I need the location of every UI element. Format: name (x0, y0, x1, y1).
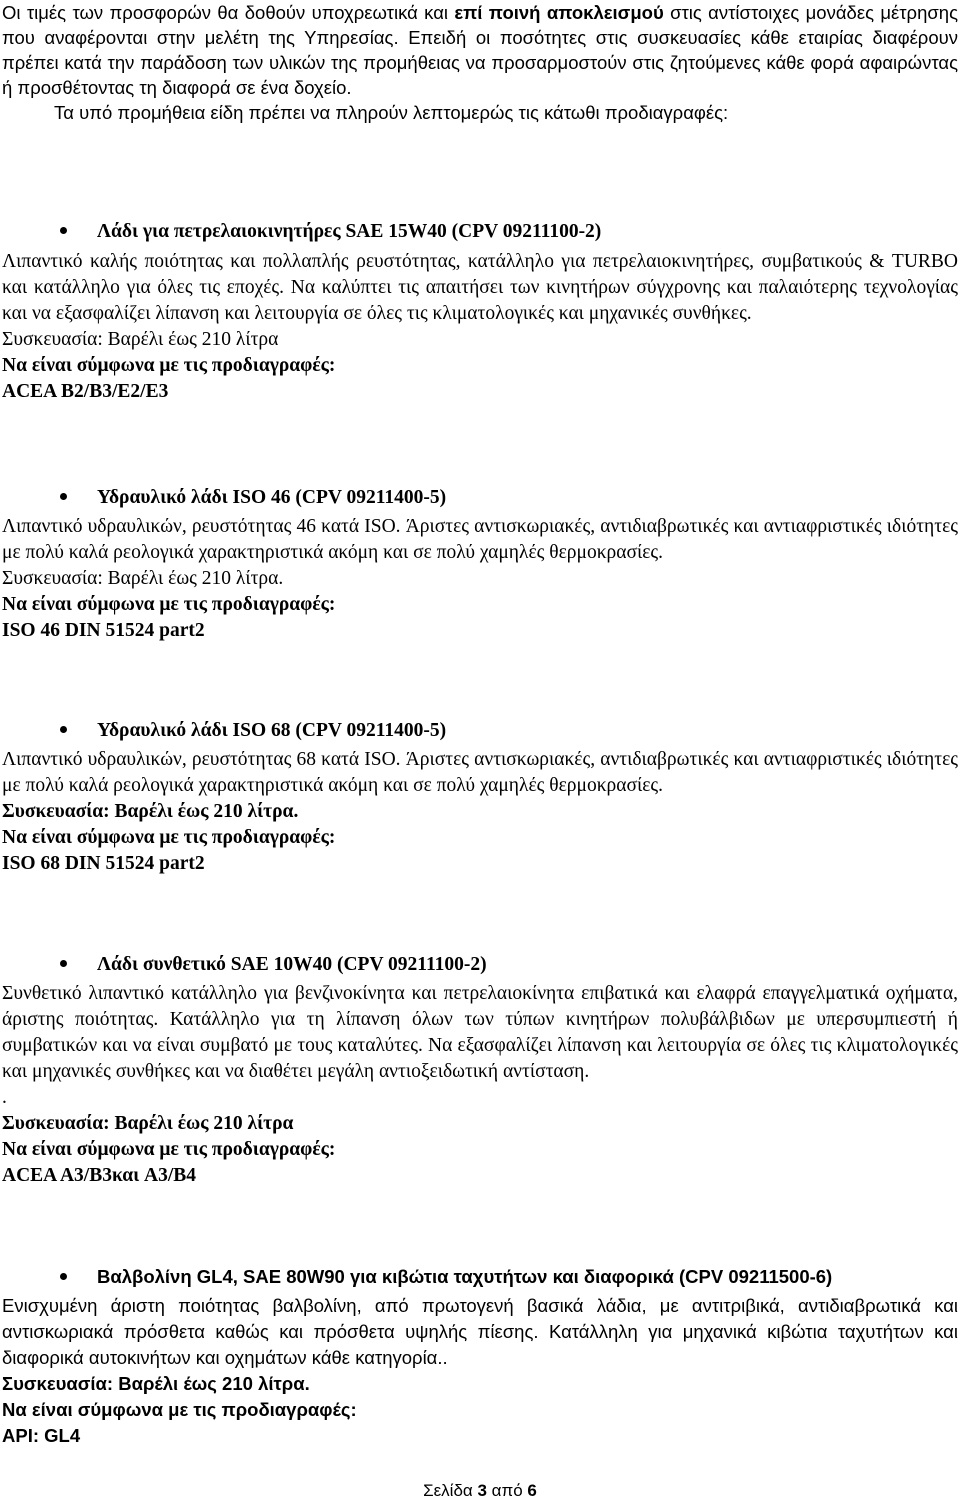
item-heading: Βαλβολίνη GL4, SAE 80W90 για κιβώτια ταχυτήτων και διαφορικά (CPV 09211500-6) (60, 1264, 832, 1290)
item-compliance-label: Να είναι σύμφωνα με τις προδιαγραφές: (2, 1399, 357, 1420)
item-description: Συνθετικό λιπαντικό κατάλληλο για βενζινοκίνητα και πετρελαιοκίνητα επιβατικά και ελαφρά επαγγελματικά οχήματα, άριστης ποιότητας. Κατάλληλο για τη λίπανση όλων των τύπων κινητήρων πολυβάλβιδων με υπερσυμπιεστή ή συμβατικών και να είναι συμβατό με τους καταλύτες. Να εξασφαλίζει λίπανση και λειτουργία σε όλες τις κλιματολογικές και μηχανικές συνθήκες και να διαθέτει μεγάλη αντιοξειδωτική αντίσταση. (2, 983, 958, 1082)
item-compliance-label: Να είναι σύμφωνα με τις προδιαγραφές: (2, 1139, 336, 1160)
item-heading: Λάδι συνθετικό SAE 10W40 (CPV 09211100-2) (60, 952, 487, 978)
bullet-icon (60, 726, 67, 733)
intro-emphasis: επί ποινή αποκλεισμού (454, 2, 664, 23)
item-spec: API: GL4 (2, 1425, 81, 1446)
bullet-icon (60, 1273, 67, 1280)
item-packaging: Συσκευασία: Βαρέλι έως 210 λίτρα. (2, 1373, 310, 1394)
page-footer: Σελίδα 3 από 6 (423, 1481, 537, 1500)
item-spec: ISO 46 DIN 51524 part2 (2, 620, 205, 641)
item-body (2, 249, 958, 405)
total-pages-number: 6 (527, 1481, 537, 1500)
item-heading: Υδραυλικό λάδι ISO 68 (CPV 09211400-5) (60, 718, 446, 744)
item-packaging: Συσκευασία: Βαρέλι έως 210 λίτρα (2, 1113, 294, 1134)
intro-spec-sentence: Τα υπό προμήθεια είδη πρέπει να πληρούν λεπτομερώς τις κάτωθι προδιαγραφές: (54, 102, 729, 123)
item-compliance-label: Να είναι σύμφωνα με τις προδιαγραφές: (2, 594, 336, 615)
item-body (2, 981, 958, 1189)
item-separator-dot: . (2, 1087, 7, 1108)
item-body (2, 514, 958, 644)
item-compliance-label: Να είναι σύμφωνα με τις προδιαγραφές: (2, 827, 336, 848)
item-body (2, 1293, 958, 1449)
item-description: Λιπαντικό υδραυλικών, ρευστότητας 46 κατά ISO. Άριστες αντισκωριακές, αντιδιαβρωτικές και αντιαφριστικές ιδιότητες με πολύ καλά ρεολογικά χαρακτηριστικά ακόμη και σε πολύ χαμηλές θερμοκρασίες. (2, 516, 958, 563)
item-spec: ISO 68 DIN 51524 part2 (2, 853, 205, 874)
item-packaging: Συσκευασία: Βαρέλι έως 210 λίτρα. (2, 801, 299, 822)
intro-paragraph: Οι τιμές των προσφορών θα δοθούν υποχρεωτικά και επί ποινή αποκλεισμού στις αντίστοιχες μονάδες μέτρησης που αναφέρονται στην μελέτη της Υπηρεσίας. Επειδή οι ποσότητες στις συσκευασίες κάθε εταιρίας διαφέρουν πρέπει κατά την παράδοση των υλικών της προμήθειας να προσαρμοστούν στις ζητούμενες κάθε φορά αφαιρώντας ή προσθέτοντας τη διαφορά σε ένα δοχείο. (2, 2, 958, 98)
item-packaging: Συσκευασία: Βαρέλι έως 210 λίτρα. (2, 568, 284, 589)
item-spec: ACEA B2/B3/E2/E3 (2, 381, 169, 402)
item-compliance-label: Να είναι σύμφωνα με τις προδιαγραφές: (2, 355, 336, 376)
item-description: Λιπαντικό καλής ποιότητας και πολλαπλής ρευστότητας, κατάλληλο για πετρελαιοκινητήρες, συμβατικούς & TURBO και κατάλληλο για όλες τις εποχές. Να καλύπτει τις απαιτήσει των κινητήρων σύγχρονης και παλαιότερης τεχνολογίας και να εξασφαλίζει λίπανση και λειτουργία σε όλες τις κλιματολογικές και μηχανικές συνθήκες. (2, 251, 958, 324)
item-packaging: Συσκευασία: Βαρέλι έως 210 λίτρα (2, 329, 279, 350)
item-heading: Υδραυλικό λάδι ISO 46 (CPV 09211400-5) (60, 485, 446, 511)
item-body (2, 747, 958, 877)
bullet-icon (60, 227, 67, 234)
intro-section (2, 0, 958, 125)
bullet-icon (60, 493, 67, 500)
bullet-icon (60, 960, 67, 967)
item-spec: ACEA A3/B3και A3/B4 (2, 1165, 197, 1186)
item-description: Λιπαντικό υδραυλικών, ρευστότητας 68 κατά ISO. Άριστες αντισκωριακές, αντιδιαβρωτικές και αντιαφριστικές ιδιότητες με πολύ καλά ρεολογικά χαρακτηριστικά ακόμη και σε πολύ χαμηλές θερμοκρασίες. (2, 749, 958, 796)
current-page-number: 3 (477, 1481, 487, 1500)
item-heading: Λάδι για πετρελαιοκινητήρες SAE 15W40 (CPV 09211100-2) (60, 219, 601, 245)
item-description: Ενισχυμένη άριστη ποιότητας βαλβολίνη, από πρωτογενή βασικά λάδια, με αντιτριβικά, αντιδιαβρωτικά και αντισκωριακά πρόσθετα καθώς και πρόσθετα υψηλής πίεσης. Κατάλληλη για μηχανικά κιβώτια ταχυτήτων και διαφορικά αυτοκινήτων και οχημάτων κάθε κατηγορία.. (2, 1295, 958, 1368)
